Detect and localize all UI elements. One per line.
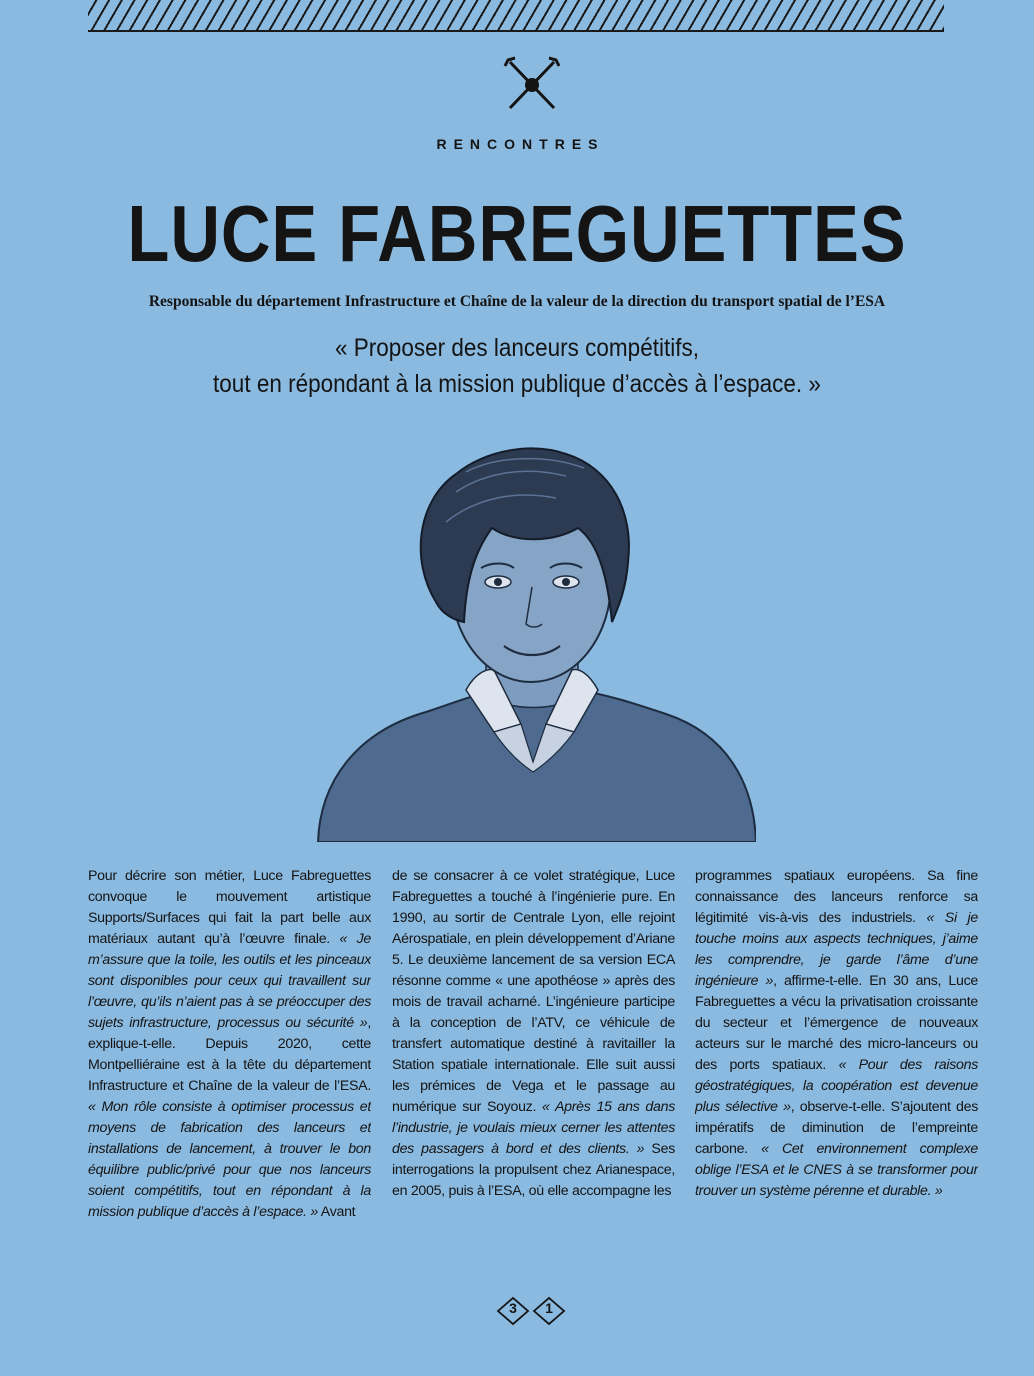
page-number-digit-1: 3 (509, 1300, 517, 1316)
body-column-1 (88, 866, 371, 1256)
text-run: , affirme-t-elle. En 30 ans, Luce Fabreguettes a vécu la privatisation croissante du secteur et l’émergence de nouveaux acteurs sur le marché des micro-lanceurs ou des ports spatiaux. (695, 973, 978, 1073)
quote-run: « Si je touche moins aux aspects techniques, j’aime les comprendre, je garde l’âme d’une ingénieure » (695, 910, 978, 989)
pull-quote-line-2: tout en répondant à la mission publique d’accès à l’espace. » (213, 370, 821, 398)
quote-run: « Je m’assure que la toile, les outils et les pinceaux sont disponibles pour ceux qui travaillent sur l’œuvre, qu’ils n’aient pas à se préoccuper des sujets infrastructure, processus ou sécurité » (88, 931, 371, 1031)
text-run: programmes spatiaux européens. Sa fine connaissance des lanceurs renforce sa légitimité vis-à-vis des industriels. (695, 868, 978, 926)
body-paragraph (392, 866, 675, 1202)
quote-run: « Après 15 ans dans l’industrie, je voulais mieux cerner les attentes des passagers à bord et des clients. » (392, 1099, 675, 1157)
text-run: , observe-t-elle. S’ajoutent des impératifs de diminution de l’empreinte carbone. (695, 1099, 978, 1157)
text-run: Pour décrire son métier, Luce Fabreguettes convoque le mouvement artistique Supports/Surfaces qui fait la part belle aux matériaux autant qu’à l’œuvre finale. (88, 868, 371, 947)
woman-portrait-illustration (316, 432, 756, 842)
header-hatch-band (88, 0, 944, 32)
crossed-arrows-icon (502, 54, 562, 116)
body-paragraph (88, 866, 371, 1223)
page-number-digit-2: 1 (545, 1300, 553, 1316)
body-paragraph (695, 866, 978, 1202)
text-run: Ses interrogations la propulsent chez Arianespace, en 2005, puis à l’ESA, où elle accompagne les (392, 1141, 675, 1199)
subtitle-role: Responsable du département Infrastructure et Chaîne de la valeur de la direction du transport spatial de l’ESA (148, 293, 886, 310)
text-run: de se consacrer à ce volet stratégique, Luce Fabreguettes a touché à l’ingénierie pure. En 1990, au sortir de Centrale Lyon, elle rejoint Aérospatiale, en plein développement d’Ariane 5. Le deuxième lancement de sa version ECA résonne comme « une apothéose » après des mois de travail acharné. L’ingénieure participe à la conception de l’ATV, ce véhicule de transfert automatique destiné à ravitailler la Station spatiale internationale. Elle suit aussi les prémices de Vega et le passage au numérique sur Soyouz. (392, 868, 675, 1115)
page-title: LUCE FABREGUETTES (127, 189, 907, 278)
text-run: Avant (317, 1204, 356, 1220)
quote-run: « Cet environnement complexe oblige l’ESA et le CNES à se transformer pour trouver un système pérenne et durable. » (695, 1141, 978, 1199)
pull-quote (52, 330, 983, 402)
quote-run: « Mon rôle consiste à optimiser processus et moyens de fabrication des lanceurs et installations de lancement, à trouver le bon équilibre public/privé pour que nos lanceurs soient compétitifs, tout en répondant à la mission publique d’accès à l’espace. » (88, 1099, 371, 1220)
quote-run: « Pour des raisons géostratégiques, la coopération est devenue plus sélective » (695, 1057, 978, 1115)
body-column-2 (392, 866, 675, 1256)
page-number (494, 1296, 568, 1326)
body-column-3 (695, 866, 978, 1256)
section-label: RENCONTRES (436, 136, 605, 152)
pull-quote-line-1: « Proposer des lanceurs compétitifs, (335, 334, 699, 362)
text-run: , explique-t-elle. Depuis 2020, cette Montpelliéraine est à la tête du département Infrastructure et Chaîne de la valeur de l’ESA. (88, 1015, 371, 1094)
